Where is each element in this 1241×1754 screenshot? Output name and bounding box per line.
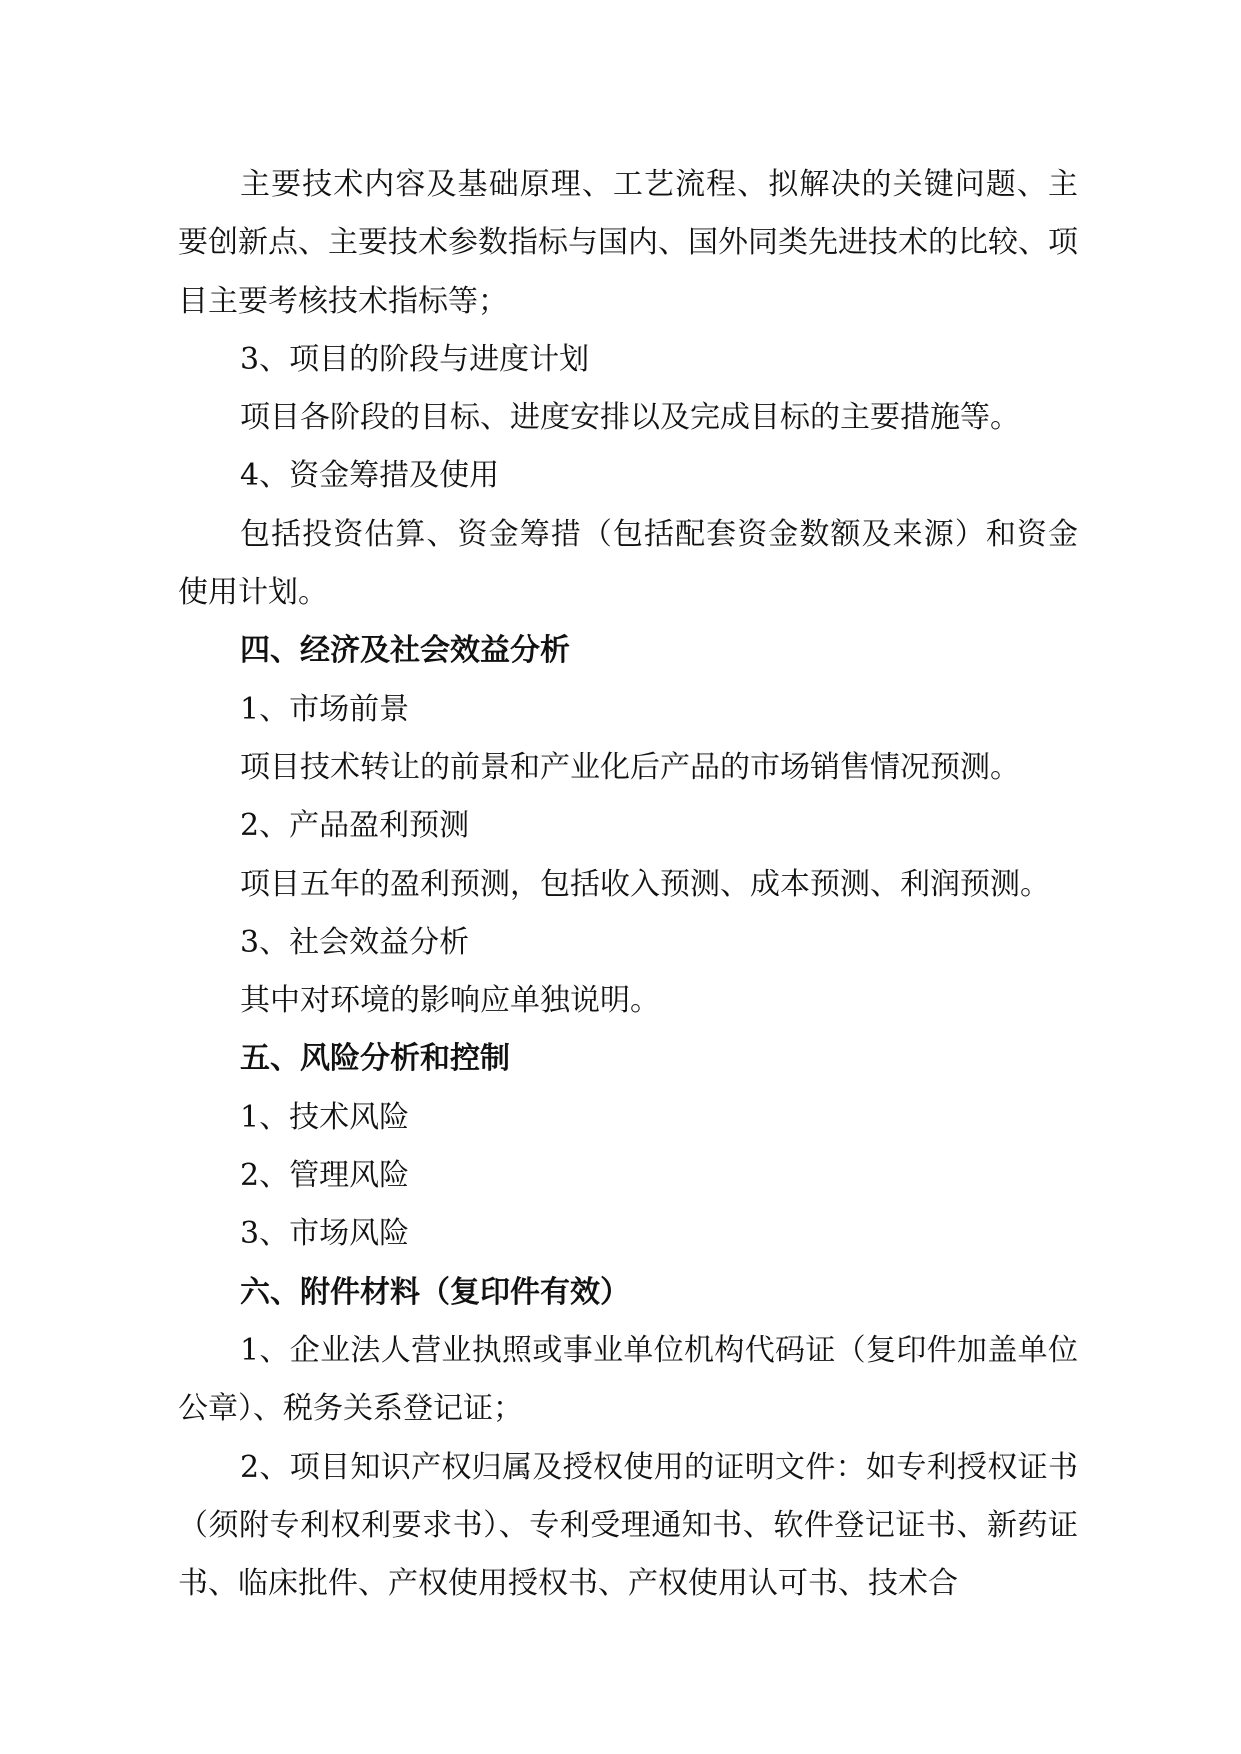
body-paragraph: 1、企业法人营业执照或事业单位机构代码证（复印件加盖单位公章）、税务关系登记证；	[178, 1332, 1078, 1427]
body-paragraph: 项目技术转让的前景和产业化后产品的市场销售情况预测。	[240, 749, 1020, 785]
subheading: 3、项目的阶段与进度计划	[240, 341, 590, 377]
body-paragraph: 其中对环境的影响应单独说明。	[240, 983, 660, 1019]
body-paragraph: 主要技术内容及基础原理、工艺流程、拟解决的关键问题、主要创新点、主要技术参数指标与国内、国外同类先进技术的比较、项目主要考核技术指标等；	[178, 167, 1078, 319]
subheading: 1、市场前景	[240, 691, 410, 727]
section-heading: 六、附件材料（复印件有效）	[240, 1274, 630, 1310]
body-paragraph: 包括投资估算、资金筹措（包括配套资金数额及来源）和资金使用计划。	[178, 516, 1078, 611]
subheading: 2、产品盈利预测	[240, 808, 470, 844]
subheading: 2、管理风险	[240, 1158, 410, 1194]
section-heading: 五、风险分析和控制	[240, 1041, 510, 1077]
subheading: 3、市场风险	[240, 1216, 410, 1252]
section-heading: 四、经济及社会效益分析	[240, 633, 570, 669]
document-body	[178, 156, 1078, 1613]
body-paragraph: 项目各阶段的目标、进度安排以及完成目标的主要措施等。	[240, 400, 1020, 436]
subheading: 4、资金筹措及使用	[240, 458, 500, 494]
subheading: 3、社会效益分析	[240, 924, 470, 960]
body-paragraph: 2、项目知识产权归属及授权使用的证明文件：如专利授权证书（须附专利权利要求书）、专利受理通知书、软件登记证书、新药证书、临床批件、产权使用授权书、产权使用认可书、技术合	[178, 1449, 1078, 1602]
body-paragraph: 项目五年的盈利预测，包括收入预测、成本预测、利润预测。	[240, 866, 1050, 902]
subheading: 1、技术风险	[240, 1099, 410, 1135]
